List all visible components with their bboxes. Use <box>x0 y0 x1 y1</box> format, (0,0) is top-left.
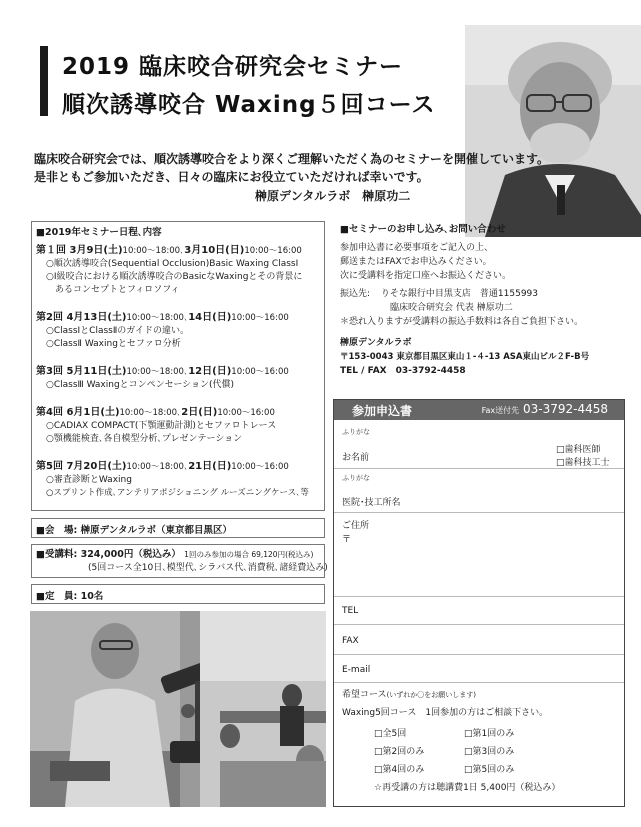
form-divider <box>334 596 624 597</box>
presenter-photo <box>465 25 641 237</box>
session-1 <box>36 244 322 297</box>
session-time: 10:00～18:00､ <box>122 246 185 256</box>
fee-single: 1回のみ参加の場合 69,120円(税込み) <box>184 550 314 559</box>
session-time: 10:00～16:00 <box>231 367 289 377</box>
fee-note: (5回コース全10日､模型代､シラバス代､消費税､諸経費込み) <box>88 563 328 573</box>
session-date: 21日(日) <box>188 461 232 472</box>
form-divider <box>334 682 624 683</box>
transfer-fee-note: ＊恐れ入りますが受講料の振込手数料は各自ご負担下さい。 <box>340 317 584 327</box>
session-time: 10:00～18:00､ <box>126 462 189 472</box>
name-label[interactable]: お名前 <box>342 453 370 463</box>
session-5 <box>36 460 322 500</box>
schedule-heading: ■2019年セミナー日程､内容 <box>36 227 162 238</box>
contact-line: 次に受講料を指定口座へお振込ください。 <box>340 271 512 281</box>
fax-label: Fax送付先 <box>481 406 520 415</box>
form-title: 参加申込書 <box>352 404 413 418</box>
page-title-line2: 順次誘導咬合 Waxing５回コース <box>62 92 436 118</box>
session-time: 10:00～16:00 <box>231 462 289 472</box>
session-date: 5月11日(土) <box>66 366 127 377</box>
option-all-checkbox[interactable]: □全5回 <box>374 729 407 739</box>
session-item: ○ClassⅠとClassⅡのガイドの違い。 <box>46 326 190 336</box>
session-date: 3月9日(土) <box>69 245 123 256</box>
session-date: 6月1日(土) <box>66 407 120 418</box>
option-2-checkbox[interactable]: □第2回のみ <box>374 747 425 757</box>
schedule-box <box>31 221 325 511</box>
session-time: 10:00～18:00､ <box>119 408 182 418</box>
session-date: 12日(日) <box>188 366 232 377</box>
session-4 <box>36 406 322 446</box>
session-label: 第5回 <box>36 461 63 472</box>
course-description: Waxing5回コース 1回参加の方はご相談下さい。 <box>342 708 549 718</box>
tel-field[interactable]: TEL <box>342 606 359 616</box>
session-time: 10:00～16:00 <box>244 246 302 256</box>
postal-mark: 〒 <box>342 535 352 545</box>
application-form <box>333 399 625 807</box>
session-date: 3月10日(日) <box>184 245 245 256</box>
email-field[interactable]: E-mail <box>342 665 371 675</box>
form-divider <box>334 624 624 625</box>
intro-line1: 臨床咬合研究会では、順次誘導咬合をより深くご理解いただく為のセミナーを開催しています。 <box>34 152 550 166</box>
form-divider <box>334 468 624 469</box>
contact-line: 郵送またはFAXでお申込みください。 <box>340 257 492 267</box>
session-label: 第2回 <box>36 312 63 323</box>
dentist-checkbox[interactable]: □歯科医師 <box>556 445 601 455</box>
session-label: 第4回 <box>36 407 63 418</box>
session-date: 14日(日) <box>188 312 232 323</box>
course-label: 希望コース <box>342 690 387 700</box>
option-4-checkbox[interactable]: □第4回のみ <box>374 765 425 775</box>
session-item: あるコンセプトとフィロソフィ <box>46 285 180 295</box>
form-header <box>334 400 624 420</box>
lab-address: 〒153-0043 東京都目黒区東山１-４-13 ASA東山ビル２F-B号 <box>340 352 590 362</box>
clinic-name-field[interactable]: 医院･技工所名 <box>342 498 401 508</box>
seminar-photos <box>30 611 326 807</box>
intro-signature: 榊原デンタルラボ 榊原功二 <box>255 189 411 203</box>
bank-account: りそな銀行中目黒支店 普通1155993 <box>380 289 539 299</box>
option-1-checkbox[interactable]: □第1回のみ <box>464 729 515 739</box>
contact-info <box>340 223 625 378</box>
session-date: 2日(日) <box>181 407 218 418</box>
furigana-label: ふりがな <box>342 474 370 482</box>
session-time: 10:00～18:00､ <box>126 367 189 377</box>
bank-label: 振込先: <box>340 289 371 299</box>
session-time: 10:00～18:00､ <box>126 313 189 323</box>
session-item: ○順次誘導咬合(Sequential Occlusion)Basic Waxing ClassⅠ <box>46 259 299 269</box>
option-3-checkbox[interactable]: □第3回のみ <box>464 747 515 757</box>
session-3 <box>36 365 322 392</box>
technician-checkbox[interactable]: □歯科技工士 <box>556 458 610 468</box>
intro-line2: 是非ともご参加いただき、日々の臨床にお役立ていただければ幸いです。 <box>34 170 429 184</box>
contact-line: 参加申込書に必要事項をご記入の上、 <box>340 243 494 253</box>
capacity-box: ■定 員: 10名 <box>31 584 325 604</box>
session-date: 7月20日(土) <box>66 461 127 472</box>
session-label: 第3回 <box>36 366 63 377</box>
fax-number: 03-3792-4458 <box>522 402 608 416</box>
lab-name: 榊原デンタルラボ <box>340 338 412 348</box>
session-item: ○CADIAX COMPACT(下顎運動計測)とセファロトレース <box>46 421 277 431</box>
session-item: ○Ⅰ級咬合における順次誘導咬合のBasicなWaxingとその背景に <box>46 272 303 282</box>
form-divider <box>334 512 624 513</box>
retake-note: ☆再受講の方は聴講費1日 5,400円（税込み） <box>374 783 561 793</box>
lab-phone: TEL / FAX 03-3792-4458 <box>340 366 466 376</box>
session-item: ○顎機能検査､各自模型分析､プレゼンテーション <box>46 434 243 444</box>
option-5-checkbox[interactable]: □第5回のみ <box>464 765 515 775</box>
contact-heading: ■セミナーのお申し込み､お問い合わせ <box>340 224 506 235</box>
session-item: ○ClassⅢ Waxingとコンペンセーション(代償) <box>46 380 234 390</box>
page-title-line1: 2019 臨床咬合研究会セミナー <box>62 54 404 80</box>
session-time: 10:00～16:00 <box>231 313 289 323</box>
session-item: ○スプリント作成､アンテリアポジショニング ルーズニングケース､等 <box>46 488 309 498</box>
session-label: 第１回 <box>36 245 66 256</box>
fax-field[interactable]: FAX <box>342 636 359 646</box>
title-accent-bar <box>40 46 48 116</box>
fee-box <box>31 544 328 578</box>
fee-main: ■受講料: 324,000円（税込み） <box>36 549 181 560</box>
session-item: ○審査診断とWaxing <box>46 475 132 485</box>
session-2 <box>36 311 322 351</box>
venue-box: ■会 場: 榊原デンタルラボ（東京都目黒区） <box>31 518 325 538</box>
session-time: 10:00～16:00 <box>217 408 275 418</box>
session-date: 4月13日(土) <box>66 312 127 323</box>
session-item: ○ClassⅡ Waxingとセファロ分析 <box>46 339 181 349</box>
form-divider <box>334 654 624 655</box>
furigana-label: ふりがな <box>342 428 370 436</box>
course-hint: (いずれか〇をお願いします) <box>386 691 477 699</box>
address-field[interactable]: ご住所 <box>342 521 370 531</box>
bank-holder: 臨床咬合研究会 代表 榊原功二 <box>390 303 513 313</box>
